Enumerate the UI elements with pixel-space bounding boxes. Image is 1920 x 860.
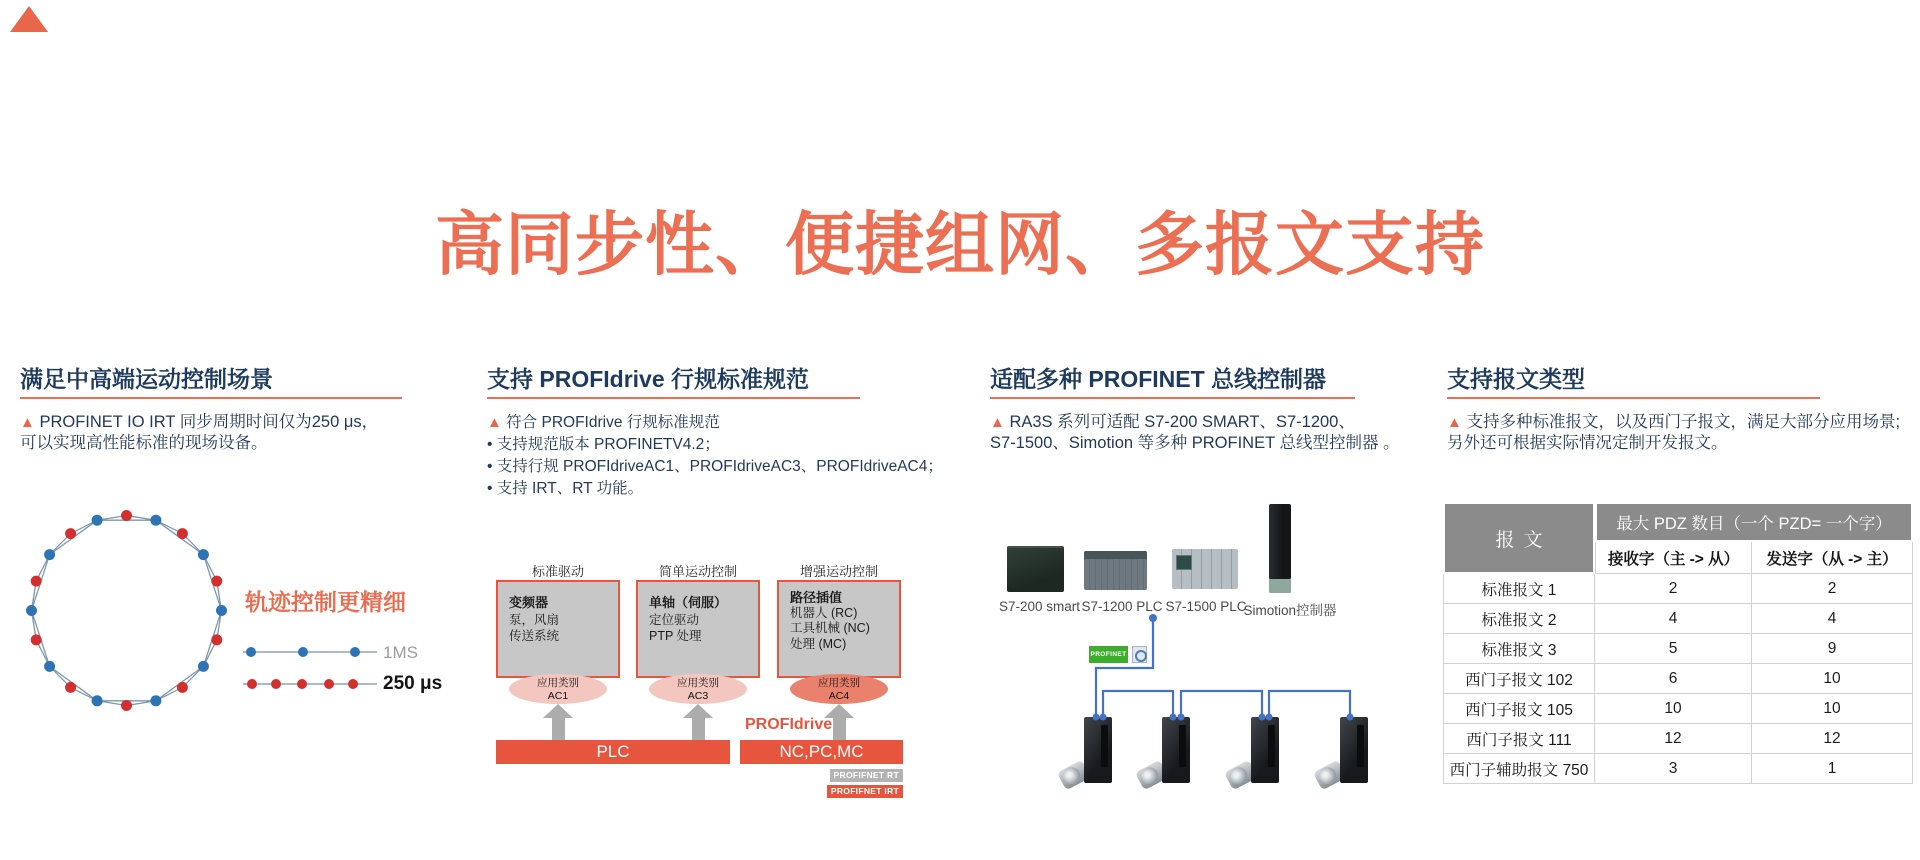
- header-underline: [1447, 397, 1820, 399]
- header-underline: [487, 397, 860, 399]
- section-controllers: [990, 366, 1400, 454]
- box-line: 机器人 (RC): [790, 605, 858, 620]
- corner-triangle-icon: [10, 6, 48, 32]
- table-cell-tx: 9: [1752, 634, 1913, 664]
- page-title: 高同步性、便捷组网、多报文支持: [435, 206, 1485, 283]
- bullet-line: • 支持 IRT、RT 功能。: [487, 480, 644, 497]
- body-line: 另外还可根据实际情况定制开发报文。: [1447, 434, 1728, 452]
- body-line: RA3S 系列可适配 S7-200 SMART、S7-1200、: [1009, 413, 1355, 431]
- sample-dots: [26, 510, 227, 711]
- table-cell-rx: 6: [1595, 664, 1752, 694]
- box-line: 处理 (MC): [790, 636, 847, 651]
- drive-box-standard: [496, 580, 620, 678]
- body-line: 可以实现高性能标准的现场设备。: [20, 434, 268, 452]
- box-line: 泵，风扇: [509, 612, 560, 627]
- s7-200-smart-device: [1007, 546, 1064, 592]
- table-cell-rx: 4: [1595, 604, 1752, 634]
- triangle-bullet-icon: ▲: [20, 414, 35, 431]
- triangle-bullet-icon: ▲: [990, 414, 1005, 431]
- trajectory-circle-diagram: [24, 508, 229, 713]
- body-line: S7-1500、Simotion 等多种 PROFINET 总线型控制器 。: [990, 434, 1400, 452]
- section-telegrams: [1447, 366, 1913, 454]
- box-line: 定位驱动: [649, 612, 700, 627]
- bullet-line: • 支持规范版本 PROFINETV4.2；: [487, 436, 720, 453]
- table-subheader-tx: 发送字（从 -> 主）: [1752, 542, 1913, 574]
- section-header: 适配多种 PROFINET 总线控制器: [990, 366, 1327, 392]
- fine-polygon: [32, 516, 222, 706]
- certification-icon: [1132, 646, 1147, 663]
- plc-display: [1176, 555, 1192, 570]
- table-cell-tx: 4: [1752, 604, 1913, 634]
- table-cell-name: 西门子报文 102: [1443, 664, 1595, 694]
- body-line: 支持多种标准报文，以及西门子报文，满足大部分应用场景;: [1466, 413, 1901, 431]
- plc-bar: PLC: [496, 740, 730, 764]
- body-line: PROFINET IO IRT 同步周期时间仅为250 μs，: [39, 413, 379, 431]
- table-cell-rx: 3: [1595, 754, 1752, 784]
- box-line: 变频器: [509, 595, 549, 610]
- triangle-bullet-icon: ▲: [487, 414, 502, 431]
- up-arrow-icon: [543, 704, 573, 718]
- s7-1200-plc-device: [1084, 551, 1147, 590]
- table-cell-name: 西门子辅助报文 750: [1443, 754, 1595, 784]
- up-arrow-stem: [833, 718, 846, 740]
- profidrive-label: PROFIdrive: [745, 716, 833, 733]
- device-label: S7-200 smart: [999, 599, 1081, 614]
- up-arrow-icon: [683, 704, 713, 718]
- table-cell-name: 标准报文 2: [1443, 604, 1595, 634]
- up-arrow-stem: [692, 718, 705, 740]
- section-header: 支持报文类型: [1447, 366, 1585, 392]
- drive-box-enhanced-motion: [777, 580, 901, 678]
- section-profidrive: [487, 366, 943, 500]
- section-body: [990, 412, 1400, 454]
- table-cell-name: 标准报文 1: [1443, 574, 1595, 604]
- s7-1500-plc-device: [1172, 549, 1238, 589]
- box-line: PTP 处理: [649, 629, 702, 643]
- section-body: [487, 412, 943, 500]
- bullet-line: • 支持行规 PROFIdriveAC1、PROFIdriveAC3、PROFIdriveAC4；: [487, 458, 943, 475]
- table-cell-name: 西门子报文 105: [1443, 694, 1595, 724]
- header-underline: [20, 397, 402, 399]
- legend-label-250us: 250 μs: [383, 673, 443, 694]
- profinet-rt-tag: PROFIFNET RT: [830, 769, 903, 782]
- drive: [1251, 717, 1279, 783]
- drive: [1162, 717, 1190, 783]
- legend-line-250us: [240, 676, 380, 692]
- device-label: S7-1200 PLC: [1081, 599, 1163, 614]
- table-cell-tx: 12: [1752, 724, 1913, 754]
- table-cell-rx: 10: [1595, 694, 1752, 724]
- application-class-ac3: 应用类别 AC3: [649, 674, 747, 704]
- servo-drive-unit: [1229, 717, 1279, 785]
- box-line: 传送系统: [509, 629, 560, 643]
- body-line: 符合 PROFIdrive 行规标准规范: [506, 414, 720, 431]
- up-arrow-stem: [552, 718, 565, 740]
- table-cell-rx: 5: [1595, 634, 1752, 664]
- device-label: Simotion控制器: [1243, 603, 1337, 618]
- box-line: 单轴（伺服）: [649, 595, 728, 610]
- header-underline: [990, 397, 1355, 399]
- nc-pc-mc-bar: NC,PC,MC: [740, 740, 903, 764]
- table-cell-tx: 2: [1752, 574, 1913, 604]
- simotion-controller-device: [1269, 504, 1291, 593]
- triangle-bullet-icon: ▲: [1447, 414, 1462, 431]
- drive: [1084, 717, 1112, 783]
- drive: [1340, 717, 1368, 783]
- group-label-enhanced-motion: 增强运动控制: [799, 564, 878, 579]
- table-header-telegram: 报文: [1443, 502, 1595, 574]
- coarse-polygon: [32, 520, 222, 701]
- table-header-pzd: 最大 PDZ 数目（一个 PZD= 一个字）: [1595, 502, 1913, 542]
- table-cell-name: 西门子报文 111: [1443, 724, 1595, 754]
- group-label-simple-motion: 简单运动控制: [658, 564, 737, 579]
- section-motion-control: [20, 366, 420, 454]
- application-class-ac4: 应用类别 AC4: [790, 674, 888, 704]
- table-cell-tx: 10: [1752, 694, 1913, 724]
- telegram-table: [1443, 502, 1913, 784]
- section-body: [20, 412, 420, 454]
- drive-box-simple-motion: [636, 580, 760, 678]
- section-header: 满足中高端运动控制场景: [20, 366, 273, 392]
- profinet-logo-badge: PROFINET: [1089, 646, 1128, 663]
- section-body: [1447, 412, 1913, 454]
- table-subheader-rx: 接收字（主 -> 从）: [1595, 542, 1752, 574]
- legend-line-1ms: [240, 644, 380, 660]
- table-cell-rx: 2: [1595, 574, 1752, 604]
- box-line: 路径插值: [790, 590, 843, 605]
- application-class-ac1: 应用类别 AC1: [509, 674, 607, 704]
- servo-drive-unit: [1062, 717, 1112, 785]
- legend-label-1ms: 1MS: [383, 643, 418, 662]
- trajectory-caption: 轨迹控制更精细: [245, 589, 406, 615]
- servo-drive-unit: [1318, 717, 1368, 785]
- box-line: 工具机械 (NC): [790, 621, 870, 635]
- device-label: S7-1500 PLC: [1165, 599, 1247, 614]
- table-cell-name: 标准报文 3: [1443, 634, 1595, 664]
- table-cell-tx: 10: [1752, 664, 1913, 694]
- table-cell-tx: 1: [1752, 754, 1913, 784]
- servo-drive-unit: [1140, 717, 1190, 785]
- group-label-standard-drive: 标准驱动: [531, 564, 584, 579]
- profinet-irt-tag: PROFIFNET IRT: [827, 785, 903, 798]
- section-header: 支持 PROFIdrive 行规标准规范: [487, 366, 810, 392]
- table-cell-rx: 12: [1595, 724, 1752, 754]
